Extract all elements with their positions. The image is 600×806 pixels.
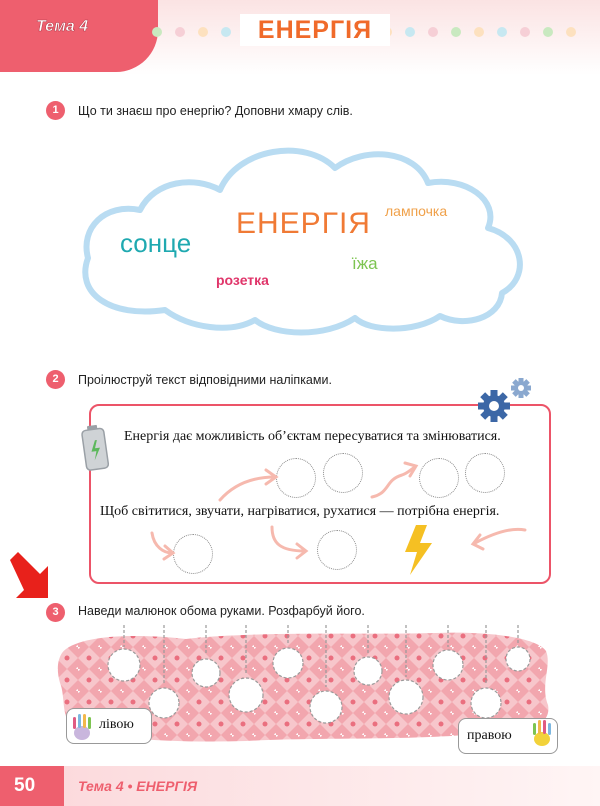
decorative-dot (543, 27, 553, 37)
left-hand-icon (69, 713, 95, 741)
red-arrow-pointer-icon (4, 552, 56, 604)
task-2-line-2: Щоб світитися, звучати, нагріватися, рухатися — потрібна енергія. (100, 504, 500, 519)
decorative-dot (474, 27, 484, 37)
decorative-dot (520, 27, 530, 37)
right-hand-label: правою (467, 728, 512, 743)
cloud-word-food: їжа (352, 254, 378, 273)
cloud-word-lamp: лампочка (385, 203, 448, 219)
page-number: 50 (14, 775, 36, 796)
task-3-instruction: Наведи малюнок обома руками. Розфарбуй його. (78, 604, 365, 618)
decorative-dot (405, 27, 415, 37)
task-number-2: 2 (46, 370, 65, 389)
task-1-instruction: Що ти знаєш про енергію? Доповни хмару слів. (78, 104, 353, 118)
right-hand-label-box (458, 718, 558, 754)
left-hand-label: лівою (99, 717, 134, 732)
decorative-dot (428, 27, 438, 37)
theme-tab-label: Тема 4 (36, 18, 89, 35)
theme-tab (0, 0, 158, 72)
task-number-1: 1 (46, 101, 65, 120)
running-title: Тема 4 • ЕНЕРГІЯ (78, 778, 198, 794)
footer (0, 766, 600, 806)
decorative-dot (221, 27, 231, 37)
right-hand-icon (529, 719, 555, 747)
decorative-dot (152, 27, 162, 37)
decorative-dot (451, 27, 461, 37)
task-2-line-1: Енергія дає можливість об’єктам пересуватися та змінюватися. (124, 429, 501, 444)
decorative-dot (497, 27, 507, 37)
cloud-word-sun: сонце (120, 228, 192, 258)
left-hand-label-box (66, 708, 152, 744)
task-2-instruction: Проілюструй текст відповідними наліпками. (78, 373, 332, 387)
gears-icon (474, 374, 536, 426)
lightning-icon (405, 525, 432, 575)
cloud-word-energy: ЕНЕРГІЯ (236, 207, 371, 240)
cloud-word-socket: розетка (216, 272, 269, 288)
decorative-dot (175, 27, 185, 37)
decorative-dot (198, 27, 208, 37)
battery-icon (80, 422, 114, 474)
decorative-dot (566, 27, 576, 37)
page-title: ЕНЕРГІЯ (240, 14, 390, 46)
task-number-3: 3 (46, 603, 65, 622)
decorative-arrows (140, 455, 540, 575)
